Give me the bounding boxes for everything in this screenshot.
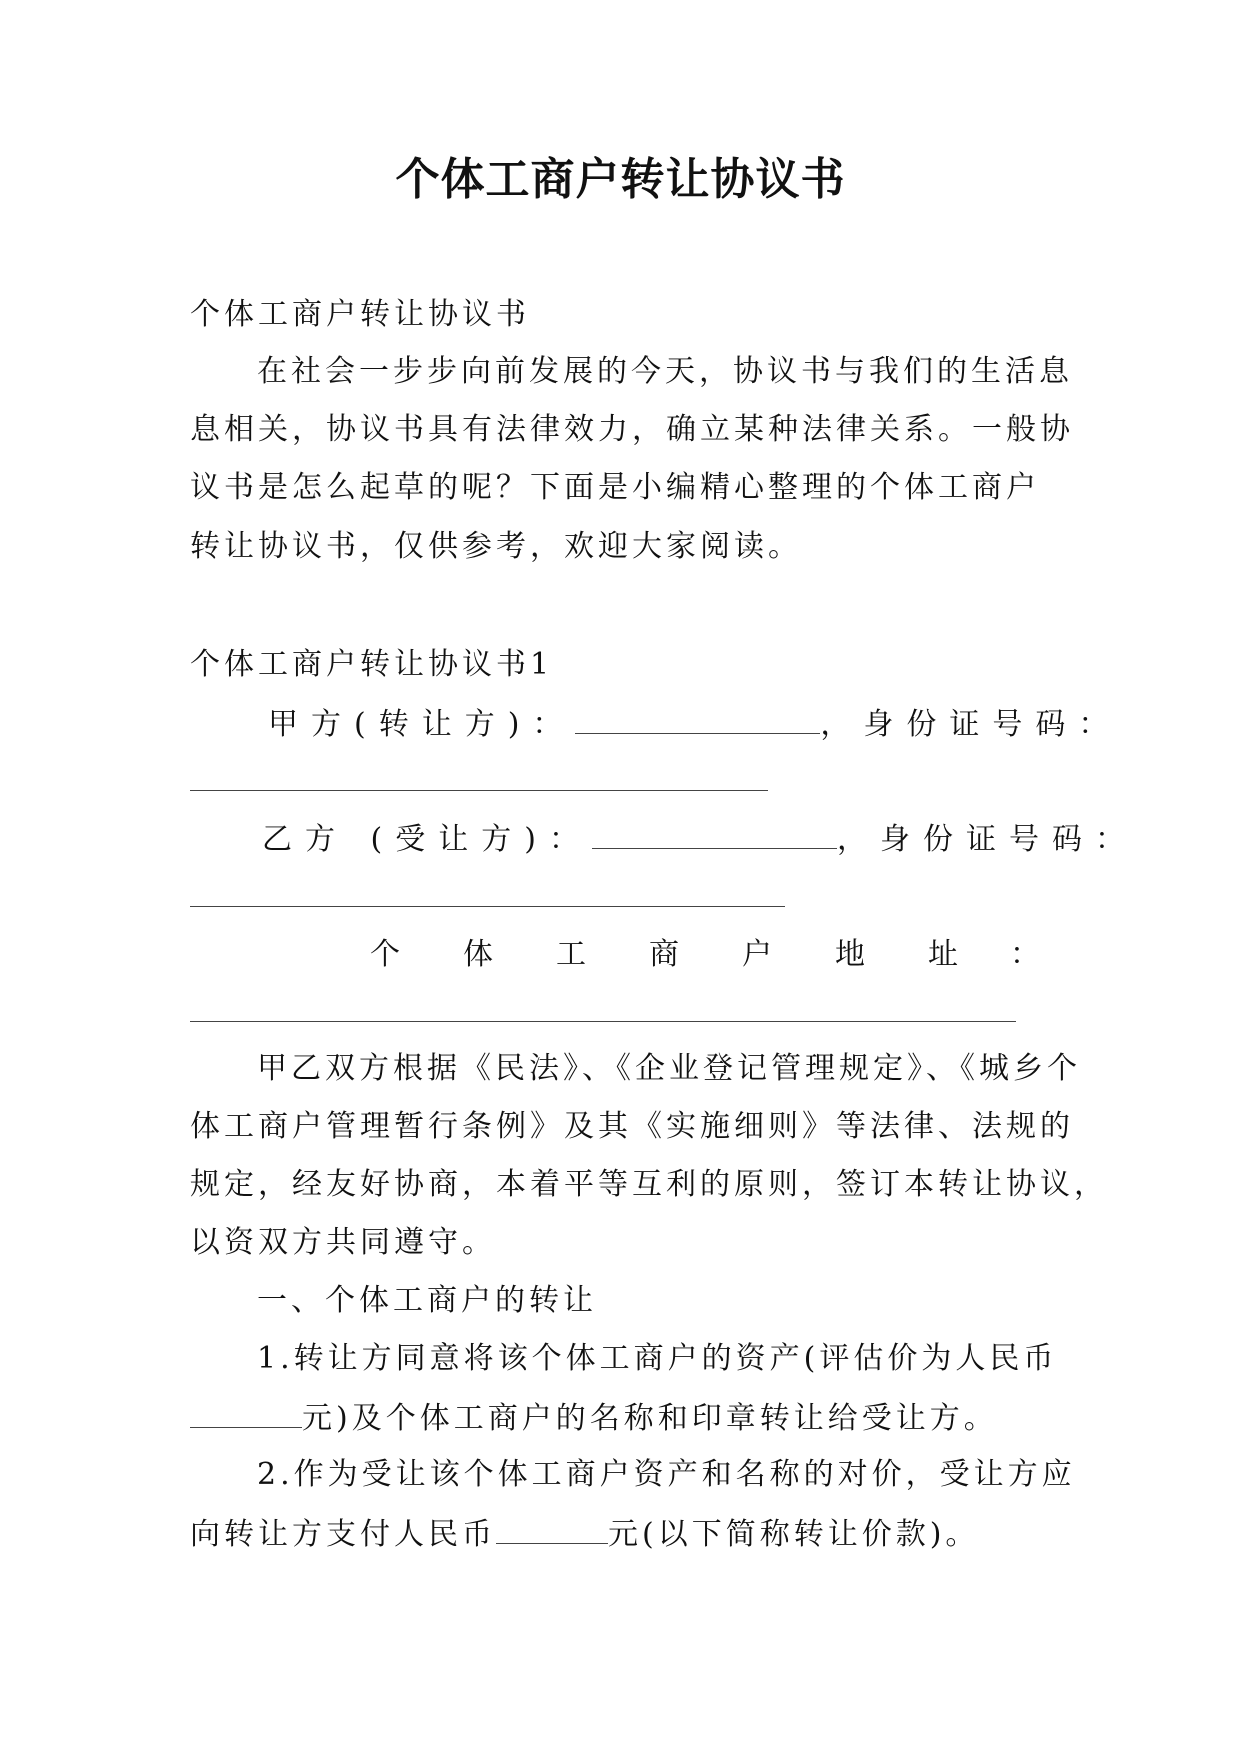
basis-line-4: 以资双方共同遵守。: [190, 1225, 496, 1260]
party-a-line: [268, 703, 1122, 743]
clause-heading: 一、个体工商户的转让: [257, 1283, 597, 1318]
party-b-name-blank: [592, 818, 837, 849]
document-title: 个体工商户转让协议书: [395, 154, 846, 205]
party-a-name-blank: [575, 703, 820, 734]
intro-line-2: 息相关，协议书具有法律效力，确立某种法律关系。一般协: [190, 412, 1074, 447]
party-a-id-label: ，身份证号码：: [820, 707, 1122, 742]
party-b-label: 乙方 (受让方)：: [262, 822, 592, 857]
intro-line-1: 在社会一步步向前发展的今天，协议书与我们的生活息: [257, 354, 1073, 389]
clause1-line-1: 1.转让方同意将该个体工商户的资产(评估价为人民币: [257, 1341, 1058, 1376]
intro-line-4: 转让协议书，仅供参考，欢迎大家阅读。: [190, 529, 802, 564]
asset-value-blank: [190, 1397, 302, 1428]
address-char-3: 工: [556, 937, 586, 972]
address-char-5: 户: [742, 937, 772, 972]
address-char-1: 个: [370, 937, 400, 972]
address-char-6: 地: [835, 937, 865, 972]
subtitle: 个体工商户转让协议书: [190, 297, 530, 332]
address-char-4: 商: [649, 937, 679, 972]
party-a-label: 甲方(转让方)：: [268, 707, 576, 742]
address-char-2: 体: [463, 937, 493, 972]
address-char-8: ：: [1010, 937, 1040, 972]
clause2-line-2-after: 元(以下简称转让价款)。: [608, 1517, 980, 1552]
clause2-line-2: [190, 1513, 1050, 1553]
party-a-id-blank: [190, 790, 768, 791]
party-b-id-label: ，身份证号码：: [836, 822, 1138, 857]
basis-line-2: 体工商户管理暂行条例》及其《实施细则》等法律、法规的: [190, 1109, 1074, 1144]
clause1-line-2-text: 元)及个体工商户的名称和印章转让给受让方。: [302, 1401, 998, 1436]
basis-line-1: 甲乙双方根据《民法》、《企业登记管理规定》、《城乡个: [257, 1051, 1081, 1086]
clause2-line-1: 2.作为受让该个体工商户资产和名称的对价，受让方应: [257, 1457, 1076, 1492]
party-b-line: [262, 818, 1138, 858]
address-char-7: 址: [928, 937, 958, 972]
basis-line-3: 规定，经友好协商，本着平等互利的原则，签订本转让协议，: [190, 1167, 1108, 1202]
party-b-id-blank: [190, 906, 785, 907]
transfer-price-blank: [496, 1513, 608, 1544]
clause1-line-2: [190, 1397, 1050, 1437]
section-heading: 个体工商户转让协议书1: [190, 647, 554, 682]
address-blank: [190, 1021, 1016, 1022]
intro-line-3: 议书是怎么起草的呢？下面是小编精心整理的个体工商户: [190, 470, 1040, 505]
clause2-line-2-before: 向转让方支付人民币: [190, 1517, 496, 1552]
